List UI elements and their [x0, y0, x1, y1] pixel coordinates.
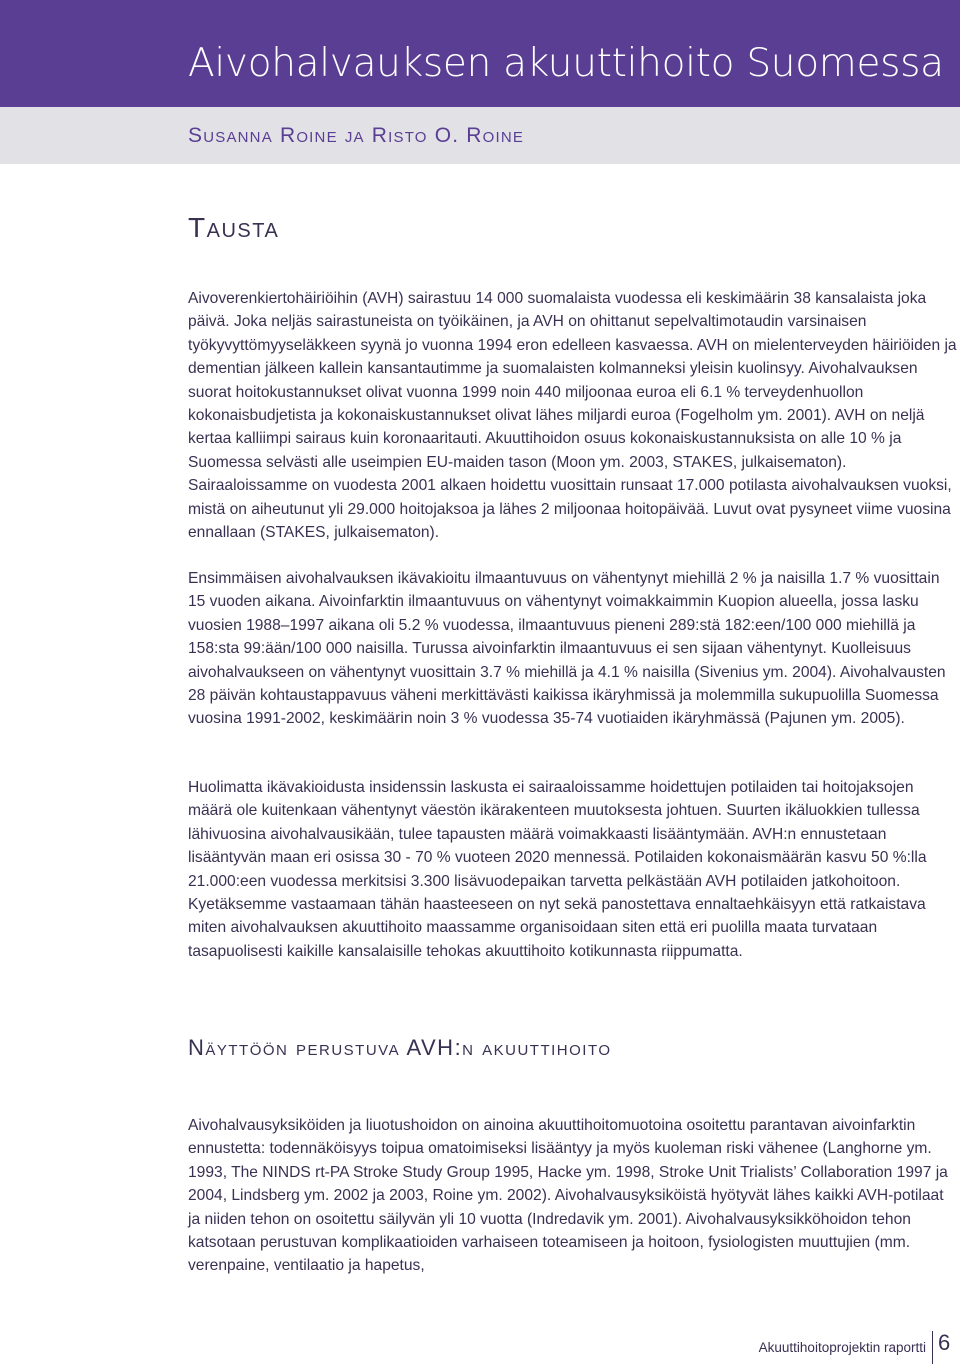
paragraph: Aivoverenkiertohäiriöihin (AVH) sairastuu 14 000 suomalaista vuodessa eli keskimäärin 38 kansalaista joka päivä. Joka neljäs sairastuneista on työikäinen, ja AVH on ohittanut sepelvaltimotaudin varsinaisen työkyvyttömyyseläkkeen syynä jo vuonna 1994 eron edelleen kasvaessa. AVH on mielenterveyden häiriöiden ja dementian jälkeen kallein kansantautimme ja suomalaisten kolmanneksi yleisin kuolinsyy. Aivohalvauksen suorat hoitokustannukset olivat vuonna 1999 noin 440 miljoonaa euroa eli 6.1 % terveydenhuollon kokonaisbudjetista ja kokonaiskustannukset olivat lähes miljardi euroa (Fogelholm ym. 2001). AVH on neljä kertaa kalliimpi sairaus kuin koronaaritauti. Akuuttihoidon osuus kokonaiskustannuksista on alle 10 % ja Suomessa selvästi alle useimpien EU-maiden tason (Moon ym. 2003, STAKES, julkaisematon). Sairaaloissamme on vuodesta 2001 alkaen hoidettu vuosittain runsaat 17.000 potilasta aivohalvauksen vuoksi, mistä on aiheutunut yli 29.000 hoitojaksoa ja lähes 2 miljoonaa hoitopäivää. Luvut ovat pysyneet viime vuosina ennallaan (STAKES, julkaisematon). [188, 290, 957, 542]
paragraph: Huolimatta ikävakioidusta insidenssin laskusta ei sairaaloissamme hoidettujen potilaiden tai hoitojaksojen määrä ole kuitenkaan vähentynyt väestön ikärakenteen muutoksesta johtuen. Suurten ikäluokkien tullessa lähivuosina aivohalvausikään, tulee tapausten määrä voimakkaasti lisääntymään. AVH:n ennustetaan lisääntyvän maan eri osissa 30 - 70 % vuoteen 2020 mennessä. Potilaiden kokonaismäärän kasvu 50 %:lla 21.000:een vuodessa merkitsisi 3.300 lisävuodepaikan tarvetta pelkästään AVH potilaiden jatkohoitoon. Kyetäksemme vastaamaan tähän haasteeseen on nyt sekä panostettava ennaltaehkäisyyn että ratkaistava miten aivohalvauksen akuuttihoito maassamme organisoidaan siten että eri puolilla maata turvataan tasapuolisesti kaikille kansalaisille tehokas akuuttihoito kotikunnasta riippumatta. [188, 779, 927, 960]
section-heading-nayttoon-perustuva: Näyttöön perustuva AVH:n akuuttihoito [188, 1035, 612, 1060]
authors: Susanna Roine ja Risto O. Roine [188, 124, 525, 147]
section-heading-tausta: Tausta [188, 212, 280, 243]
paragraph: Aivohalvausyksiköiden ja liuotushoidon on ainoina akuuttihoitomuotoina osoitettu parantavan aivoinfarktin ennustetta: todennäköisyys toipua omatoimiseksi lisääntyy ja myös kuoleman riski vähenee (Langhorne ym. 1993, The NINDS rt-PA Stroke Study Group 1995, Hacke ym. 1998, Stroke Unit Trialists’ Collaboration 1997 ja 2004, Lindsberg ym. 2002 ja 2003, Roine ym. 2002). Aivohalvausyksiköistä hyötyvät lähes kaikki AVH-potilaat ja niiden tehon on osoitettu säilyvän yli 10 vuotta (Indredavik ym. 2001). Aivohalvausyksikköhoidon tehon katsotaan perustuvan komplikaatioiden varhaiseen toteamiseen ja hoitoon, fysiologisten muuttujien (mm. verenpaine, ventilaatio ja hapetus, [188, 1117, 948, 1275]
footer-divider [932, 1331, 933, 1364]
document-title: Aivohalvauksen akuuttihoito Suomessa [188, 41, 944, 86]
footer-report-name: Akuuttihoitoprojektin raportti [758, 1340, 926, 1355]
page-number: 6 [938, 1330, 951, 1355]
paragraph: Ensimmäisen aivohalvauksen ikävakioitu ilmaantuvuus on vähentynyt miehillä 2 % ja naisilla 1.7 % vuosittain 15 vuoden aikana. Aivoinfarktin ilmaantuvuus on vähentynyt voimakkaimmin Kuopion alueella, jossa lasku vuosien 1988–1997 aikana oli 5.2 % vuodessa, ilmaantuvuus pieneni 289:stä 182:een/100 000 miehillä ja 158:sta 99:ään/100 000 naisilla. Turussa aivoinfarktin ilmaantuvuus ei sen sijaan vähentynyt. Kuolleisuus aivohalvaukseen on vähentynyt vuosittain 3.7 % miehillä ja 4.1 % naisilla (Sivenius ym. 2004). Aivohalvausten 28 päivän kohtaustappavuus väheni merkittävästi kaikissa ikäryhmissä ja molemmilla sukupuolilla Suomessa vuosina 1991-2002, keskimäärin noin 3 % vuodessa 35-74 vuotiaiden ikäryhmässä (Pajunen ym. 2005). [188, 570, 946, 728]
